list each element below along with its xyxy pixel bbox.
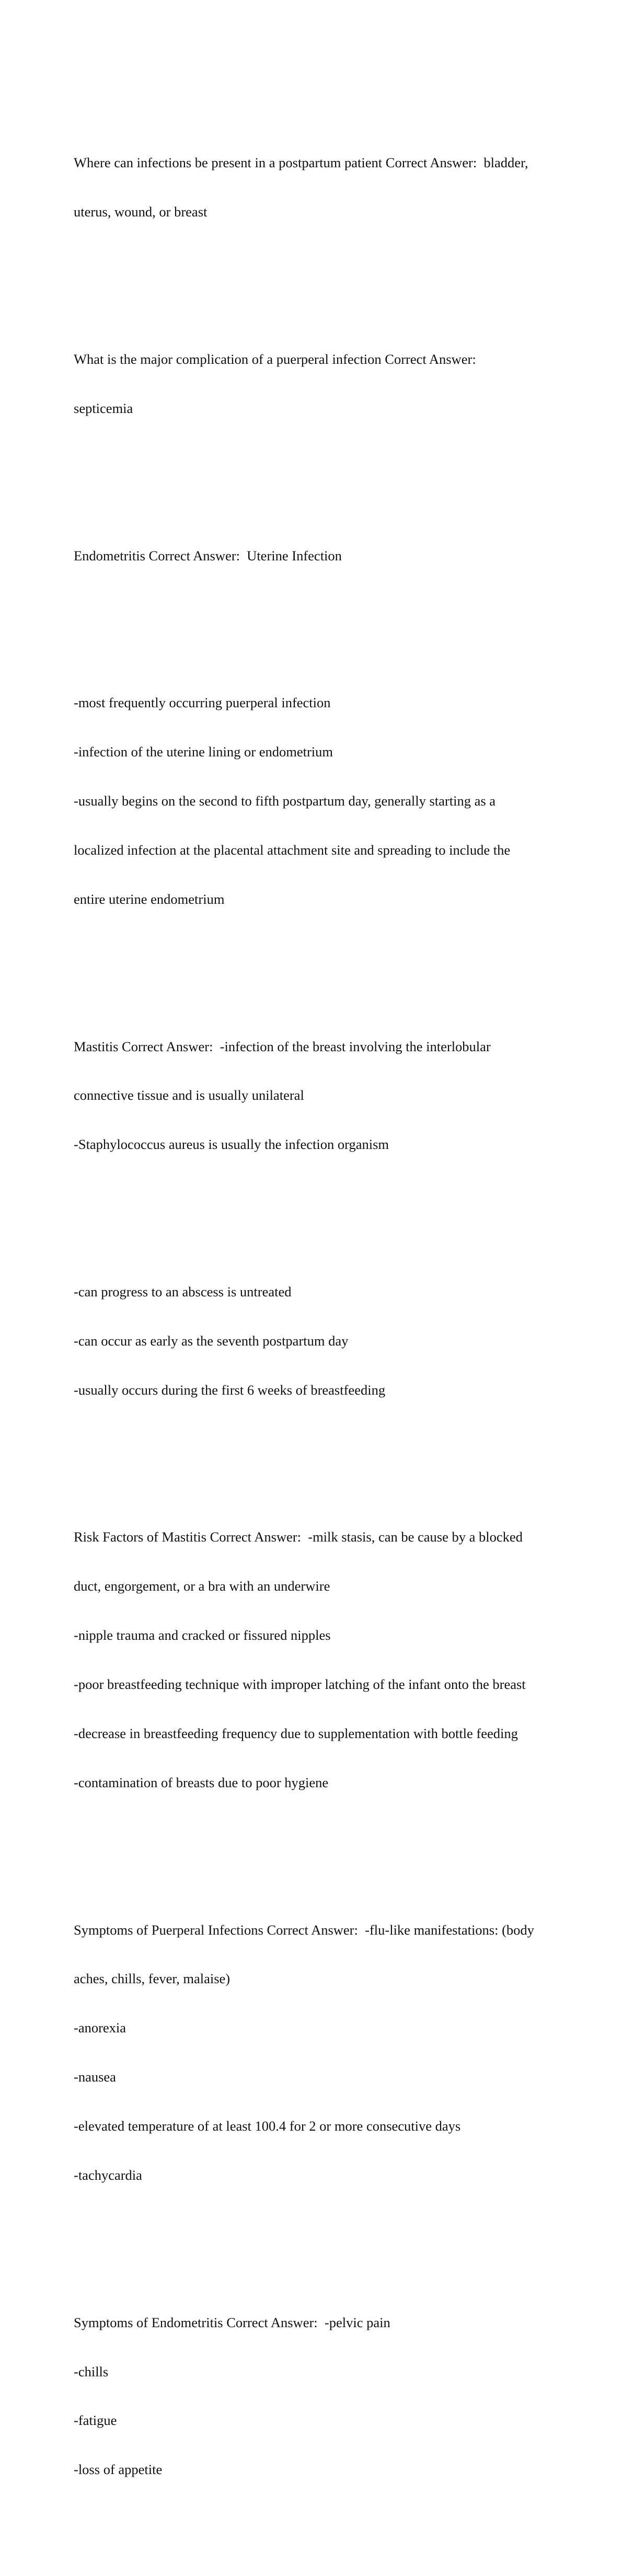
qa-mastitis-risk-factors bbox=[74, 1497, 555, 1824]
text-line: Symptoms of Endometritis Correct Answer: -pelvic pain bbox=[74, 2314, 390, 2330]
text-line: Mastitis Correct Answer: -infection of the breast involving the interlobular bbox=[74, 1038, 491, 1054]
qa-endometritis-symptoms bbox=[74, 2282, 555, 2511]
text-line: -tachycardia bbox=[74, 2167, 142, 2183]
text-line: aches, chills, fever, malaise) bbox=[74, 1971, 231, 1987]
text-line: Where can infections be present in a postpartum patient Correct Answer: bladder, bbox=[74, 155, 528, 171]
text-line: uterus, wound, or breast bbox=[74, 204, 208, 220]
text-line: -anorexia bbox=[74, 2020, 126, 2036]
text-line: -loss of appetite bbox=[74, 2462, 163, 2478]
text-line: -Staphylococcus aureus is usually the infection organism bbox=[74, 1136, 389, 1153]
qa-puerperal-symptoms bbox=[74, 1889, 555, 2216]
text-line: -usually occurs during the first 6 weeks of breastfeeding bbox=[74, 1382, 386, 1398]
text-line: -contamination of breasts due to poor hygiene bbox=[74, 1774, 329, 1790]
text-line: -usually begins on the second to fifth postpartum day, generally starting as a bbox=[74, 793, 496, 809]
text-line: -nausea bbox=[74, 2069, 116, 2085]
text-line: entire uterine endometrium bbox=[74, 891, 225, 907]
qa-infection-sites bbox=[74, 122, 555, 253]
text-line: -chills bbox=[74, 2363, 109, 2379]
text-line: -can progress to an abscess is untreated bbox=[74, 1283, 292, 1300]
document-body bbox=[74, 73, 555, 2576]
text-line: -nipple trauma and cracked or fissured nipples bbox=[74, 1627, 331, 1643]
text-line: -can occur as early as the seventh postpartum day bbox=[74, 1332, 349, 1349]
qa-mastitis bbox=[74, 1006, 555, 1186]
qa-endometritis bbox=[74, 515, 555, 596]
text-line: -elevated temperature of at least 100.4 for 2 or more consecutive days bbox=[74, 2118, 461, 2134]
endometritis-details bbox=[74, 662, 555, 940]
text-line: localized infection at the placental attachment site and spreading to include the bbox=[74, 842, 511, 858]
text-line: -decrease in breastfeeding frequency due to supplementation with bottle feeding bbox=[74, 1725, 518, 1741]
text-line: Symptoms of Puerperal Infections Correct Answer: -flu-like manifestations: (body bbox=[74, 1922, 534, 1938]
text-line: septicemia bbox=[74, 400, 133, 416]
text-line: Risk Factors of Mastitis Correct Answer: -milk stasis, can be cause by a blocked bbox=[74, 1529, 523, 1545]
text-line: -infection of the uterine lining or endometrium bbox=[74, 744, 333, 760]
qa-major-complication bbox=[74, 318, 555, 449]
text-line: -fatigue bbox=[74, 2412, 117, 2429]
text-line: -most frequently occurring puerperal infection bbox=[74, 695, 331, 711]
text-line: Endometritis Correct Answer: Uterine Infection bbox=[74, 547, 342, 564]
mastitis-details bbox=[74, 1251, 555, 1431]
text-line: duct, engorgement, or a bra with an underwire bbox=[74, 1578, 330, 1594]
text-line: connective tissue and is usually unilateral bbox=[74, 1087, 304, 1103]
text-line: What is the major complication of a puerperal infection Correct Answer: bbox=[74, 351, 476, 367]
text-line: -poor breastfeeding technique with improper latching of the infant onto the breast bbox=[74, 1676, 526, 1693]
